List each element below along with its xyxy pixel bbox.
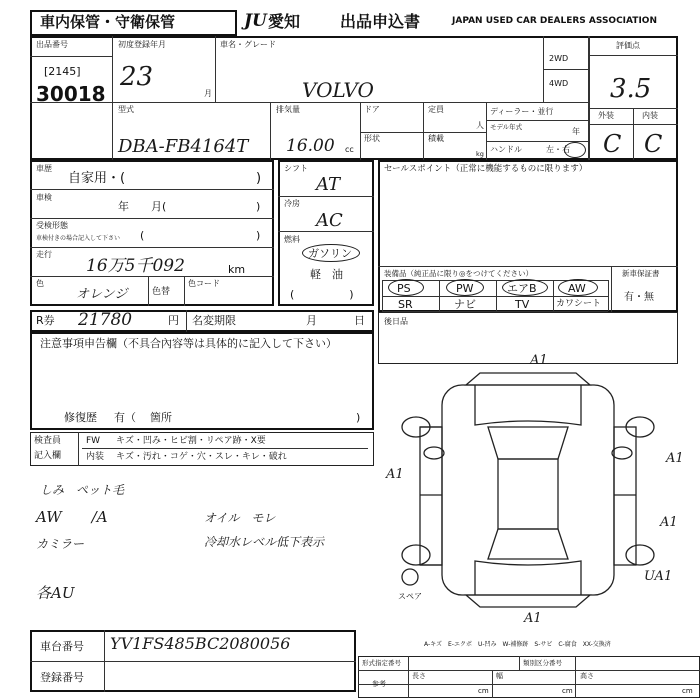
equip-airbag-circle: [502, 279, 548, 296]
notes-label: 注意事項申告欄（不具合內容等は具体的に記入して下さい）: [40, 337, 337, 350]
cert-unit-3: cm: [682, 687, 693, 695]
handle-circle: [564, 142, 586, 158]
exterior-value: C: [603, 130, 622, 158]
fuel-other: ( ): [290, 288, 354, 301]
equip-aw: AW: [568, 282, 586, 295]
equip-navi: ナビ: [454, 298, 476, 311]
inspector-row1: キズ・凹み・ヒビ割・リペア跡・X要: [116, 436, 266, 446]
handle-label: ハンドル: [490, 145, 522, 154]
model-year-label: モデル年式: [490, 123, 523, 131]
handle-options: 左・右: [546, 145, 570, 154]
vehicle-info-box: [30, 160, 274, 306]
warranty-value: 有・無: [624, 292, 654, 303]
mark-a1-right-upper: A1: [666, 451, 684, 466]
interior-label: 内装: [642, 111, 658, 120]
inspection-label: 車検: [36, 193, 52, 202]
equip-ps: PS: [397, 282, 411, 295]
cert-label-2: 類別区分番号: [523, 659, 562, 667]
color-change-label: 色替: [152, 287, 171, 297]
registration-label: 登録番号: [40, 671, 84, 684]
form-title-en: JAPAN USED CAR DEALERS ASSOCIATION: [452, 16, 657, 26]
inspector-label-1: 検査員: [34, 436, 62, 446]
history-value: 自家用・(: [68, 171, 126, 186]
model-code-label: 型式: [118, 105, 134, 114]
mark-a1-left: A1: [386, 467, 404, 482]
inspector-label-2: 記入欄: [34, 451, 62, 461]
shift-value: AT: [316, 174, 341, 195]
first-reg-value: 23: [120, 62, 154, 92]
first-reg-label: 初度登録年月: [118, 40, 166, 49]
mileage-value: 16万5千092: [86, 256, 185, 276]
equip-sr: SR: [398, 298, 413, 311]
handnote-oil: オイル モレ: [204, 511, 276, 525]
cert-height-label: 高さ: [580, 672, 594, 680]
equip-airbag: エアB: [507, 282, 537, 295]
displacement-value: 16.00: [286, 136, 335, 156]
shift-label: シフト: [284, 164, 308, 173]
load-unit: kg: [476, 150, 484, 158]
spare-label: スペア: [398, 592, 422, 601]
lot-label: 出品番号: [36, 40, 68, 49]
model-year-suffix: 年: [572, 127, 580, 136]
equip-pw-circle: [446, 279, 484, 296]
handnote-stain: しみ ペット毛: [40, 483, 125, 497]
handnote-mirror: カミラー: [36, 537, 85, 551]
car-damage-diagram: [380, 355, 698, 625]
fuel-diesel: 軽 油: [310, 268, 343, 281]
handnote-aw: AW /A: [36, 508, 108, 526]
exterior-label: 外装: [598, 111, 614, 120]
chassis-value: YV1FS485BC2080056: [110, 634, 291, 653]
displacement-label: 排気量: [276, 105, 300, 114]
storage-tag: 車内保管・守衛保管: [40, 13, 176, 31]
equip-tv: TV: [515, 298, 530, 311]
equip-leather-seat: カワシート: [556, 299, 602, 309]
shape-label: 形状: [364, 134, 380, 143]
handnote-coolant: 冷却水レベル低下表示: [204, 535, 325, 549]
displacement-unit: cc: [345, 145, 354, 154]
warranty-label: 新車保証書: [622, 269, 660, 278]
grade-value: 3.5: [610, 74, 652, 104]
logo: JU: [244, 11, 267, 31]
inspection-value: 年 月(: [118, 200, 167, 213]
model-name-value: VOLVO: [302, 78, 374, 102]
cert-width-label: 幅: [496, 672, 503, 680]
lot-number: 30018: [36, 82, 106, 106]
reception-close: ): [256, 229, 261, 242]
mark-a1-front: A1: [530, 353, 548, 368]
name-change-label: 名変期限: [192, 314, 236, 327]
color-value: オレンジ: [76, 287, 128, 302]
drive-2wd: 2WD: [549, 54, 569, 63]
sales-points-label: セールスポイント（正常に機能するものに限ります）: [384, 164, 588, 174]
equip-ps-circle: [388, 279, 424, 296]
history-close: ): [256, 171, 262, 186]
inspector-row2: キズ・汚れ・コゲ・穴・スレ・キレ・破れ: [116, 452, 287, 462]
mileage-label: 走行: [36, 250, 52, 259]
mileage-unit: km: [228, 263, 246, 276]
drive-4wd: 4WD: [549, 79, 569, 88]
name-change-month: 月: [306, 314, 317, 327]
name-change-day: 日: [354, 314, 365, 327]
fuel-gasoline: ガソリン: [308, 247, 352, 260]
repair-part: 箇所: [150, 411, 172, 424]
capacity-unit: 人: [476, 121, 484, 130]
cert-label-1: 形式指定番号: [362, 659, 401, 667]
recycle-unit: 円: [168, 314, 179, 327]
reception-value: (: [140, 229, 145, 242]
inspection-close: ): [256, 200, 261, 213]
history-label: 車歴: [36, 164, 52, 173]
mark-a1-rear: A1: [524, 611, 542, 626]
first-reg-suffix: 月: [204, 89, 212, 98]
inspector-row1-tag: FW: [86, 436, 101, 446]
form-title: 出品申込書: [340, 12, 421, 31]
handnote-au: 各AU: [36, 584, 75, 602]
mark-ua1: UA1: [644, 569, 673, 584]
chassis-label: 車台番号: [40, 640, 84, 653]
recycle-label: R券: [36, 314, 55, 327]
cert-unit-1: cm: [478, 687, 489, 695]
later-items-label: 後日品: [384, 317, 408, 326]
grade-label: 評価点: [616, 41, 640, 50]
inspector-row2-tag: 内装: [86, 452, 105, 462]
dealer-label: ディーラー・並行: [490, 107, 554, 116]
org-name: 愛知: [268, 12, 301, 31]
cert-length-label: 長さ: [412, 672, 426, 680]
recycle-value: 21780: [78, 310, 133, 330]
capacity-label: 定員: [428, 105, 444, 114]
color-label: 色: [36, 279, 44, 288]
model-code-value: DBA-FB4164T: [118, 136, 249, 157]
fuel-label: 燃料: [284, 235, 300, 244]
load-label: 積載: [428, 134, 444, 143]
repair-close: ): [356, 411, 361, 424]
model-name-label: 車名・グレード: [220, 40, 276, 49]
door-label: ドア: [364, 105, 380, 114]
reception-note: 車検付きの場合記入して下さい: [36, 235, 121, 242]
equip-aw-circle: [558, 279, 598, 296]
ac-value: AC: [316, 210, 343, 231]
cert-unit-2: cm: [562, 687, 573, 695]
color-code-label: 色コード: [188, 279, 220, 288]
repair-label: 修復歴: [64, 411, 97, 424]
lot-sub-number: [2145]: [44, 65, 81, 78]
fuel-gasoline-circle: [302, 244, 360, 262]
reception-label: 受検形態: [36, 221, 68, 230]
equip-pw: PW: [456, 282, 474, 295]
interior-value: C: [644, 130, 663, 158]
mark-a1-right: A1: [660, 515, 678, 530]
equipment-label: 装備品（純正品に限り◎をつけてください）: [384, 269, 534, 278]
cert-ref-label: 参考: [372, 680, 386, 688]
repair-value: 有（: [114, 411, 136, 424]
ac-label: 冷房: [284, 199, 300, 208]
damage-legend: A-キズ E-エクボ U-凹み W-補修跡 S-サビ C-腐食 XX-交換済: [424, 641, 611, 648]
